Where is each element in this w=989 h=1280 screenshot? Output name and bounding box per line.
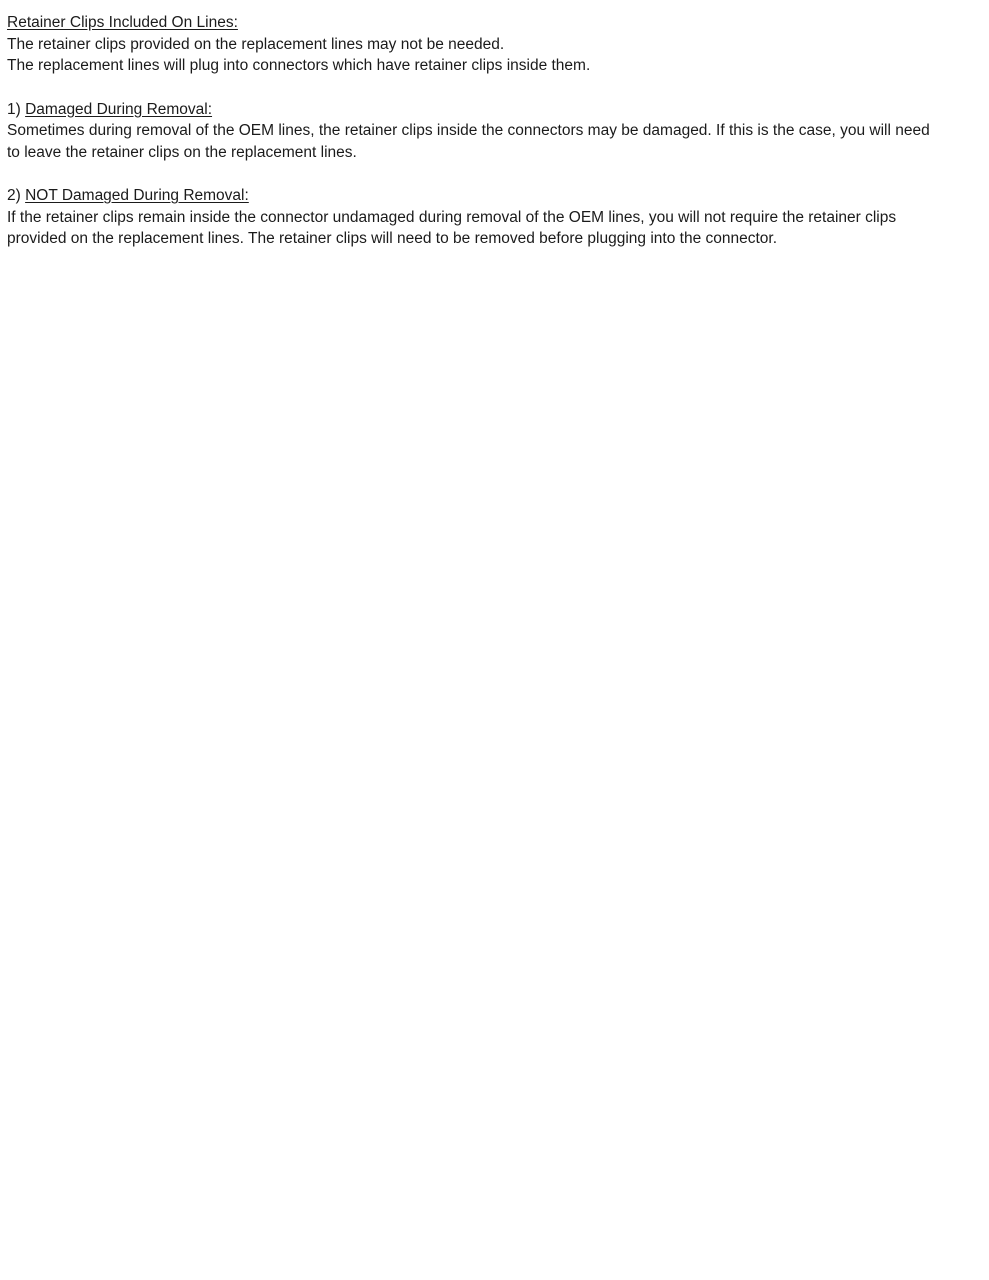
document-title: Retainer Clips Included On Lines:	[7, 14, 238, 31]
intro-line: The replacement lines will plug into connectors which have retainer clips inside them.	[7, 57, 591, 74]
section-body: If the retainer clips remain inside the connector undamaged during removal of the OEM lines, you will not require the retainer clips provided on the replacement lines. The retainer clips will need to be removed before plugging into the connector.	[7, 208, 897, 247]
section-title: Damaged During Removal:	[25, 100, 213, 118]
section-heading	[7, 99, 942, 121]
intro-line: The retainer clips provided on the replacement lines may not be needed.	[7, 35, 505, 53]
section-title: NOT Damaged During Removal:	[25, 187, 249, 204]
intro-block	[7, 12, 942, 77]
section-heading	[7, 185, 942, 207]
section-number: 1)	[7, 100, 26, 118]
section-damaged	[7, 99, 942, 164]
section-number: 2)	[7, 187, 26, 204]
section-not-damaged	[7, 185, 942, 250]
section-body: Sometimes during removal of the OEM lines, the retainer clips inside the connectors may be damaged. If this is the case, you will need to leave the retainer clips on the replacement lines.	[7, 122, 930, 161]
